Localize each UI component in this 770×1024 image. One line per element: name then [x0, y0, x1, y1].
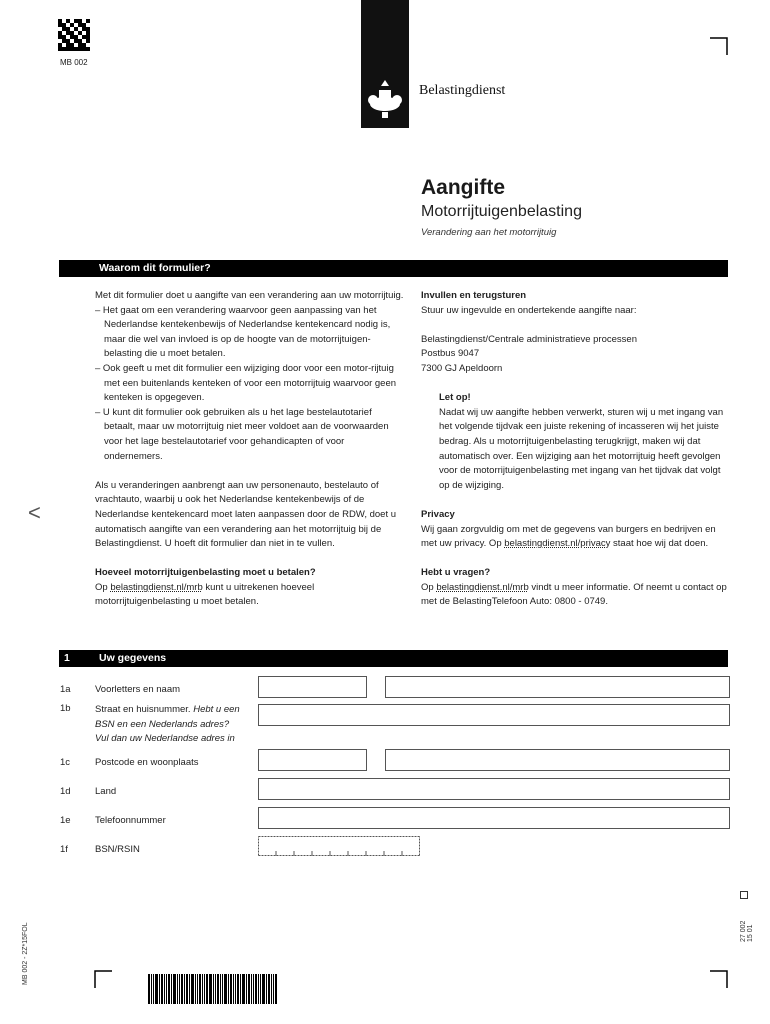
crop-mark-bottom-left: [94, 970, 112, 988]
row-label-postcode: Postcode en woonplaats: [95, 757, 199, 768]
row-label-street: Straat en huisnummer. Hebt u een BSN en een Nederlands adres? Vul dan uw Nederlandse adres in: [95, 704, 240, 744]
section-label: Uw gegevens: [99, 652, 167, 664]
right-code: 27 002 15 01: [740, 920, 754, 942]
row-number: 1b: [60, 703, 71, 714]
row-number: 1a: [60, 684, 71, 695]
name-input[interactable]: [385, 676, 730, 698]
note-block: [421, 391, 729, 493]
intro-left-column: [95, 289, 405, 610]
bullet-1: – Het gaat om een verandering waarvoor geen aanpassing van het Nederlandse kentekenbewijs of Nederlandse kentekencard nodig is, maar die wel van invloed is op de hoogte van de motorrijtuigen-belasting die u moet betalen.: [95, 304, 391, 360]
row-label-bsn: BSN/RSIN: [95, 844, 140, 855]
city-input[interactable]: [385, 749, 730, 771]
crest-icon: [361, 0, 409, 128]
send-text: Stuur uw ingevulde en ondertekende aangifte naar:: [421, 304, 637, 316]
country-input[interactable]: [258, 778, 730, 800]
section-number: 1: [64, 652, 70, 664]
logo-text: Belastingdienst: [419, 83, 506, 98]
page-subtitle: Motorrijtuigenbelasting: [421, 203, 582, 220]
address-line-3: 7300 GJ Apeldoorn: [421, 362, 503, 374]
tax-question-text: Op belastingdienst.nl/mrb kunt u uitrekenen hoeveel motorrijtuigenbelasting u moet betalen.: [95, 581, 315, 608]
crop-mark-top-right: [710, 37, 728, 55]
barcode: [148, 974, 313, 1004]
privacy-heading: Privacy: [421, 508, 455, 520]
phone-input[interactable]: [258, 807, 730, 829]
row-label-name: Voorletters en naam: [95, 684, 181, 695]
privacy-link[interactable]: belastingdienst.nl/privacy: [504, 538, 611, 550]
bullet-3: – U kunt dit formulier ook gebruiken als u het lage bestelautotarief betaalt, maar uw motorrijtuig niet meer voldoet aan de voorwaarden voor het lage bestelautotarief voor gehandicapten of voor ondernemers.: [95, 406, 389, 462]
row-label-country: Land: [95, 786, 117, 797]
form-code: MB 002: [60, 58, 88, 67]
chevron-left-icon: <: [28, 500, 41, 525]
datamatrix-code: [58, 19, 90, 51]
page-title: Aangifte: [421, 176, 505, 199]
row-number: 1d: [60, 786, 71, 797]
mrb-link[interactable]: belastingdienst.nl/mrb: [110, 581, 203, 593]
privacy-text: Wij gaan zorgvuldig om met de gegevens van burgers en bedrijven en met uw privacy. Op belastingdienst.nl/privacy staat hoe wij dat doen.: [421, 523, 716, 550]
logo-band: [361, 0, 409, 128]
marker-square-icon: [740, 891, 748, 899]
postcode-input[interactable]: [258, 749, 367, 771]
street-input[interactable]: [258, 704, 730, 726]
tax-question-heading: Hoeveel motorrijtuigenbelasting moet u betalen?: [95, 567, 316, 579]
section-band-intro: [59, 260, 728, 277]
section-label: Waarom dit formulier?: [99, 262, 211, 274]
send-heading: Invullen en terugsturen: [421, 290, 527, 301]
intro-right-column: [421, 289, 729, 610]
crop-mark-bottom-right: [710, 970, 728, 988]
rdw-paragraph: Als u veranderingen aanbrengt aan uw personenauto, bestelauto of vrachtauto, waarbij u ook het Nederlandse kentekenbewijs of de Nederlandse kentekencard moet laten aanpassen door de RDW, doet u automatisch aangifte van een verandering aan het motorrijtuig bij de Belastingdienst. U hoeft dit formulier dan niet in te vullen.: [95, 479, 397, 550]
row-hint: Hebt u een BSN en een Nederlands adres? Vul dan uw Nederlandse adres in: [95, 704, 240, 744]
row-number: 1e: [60, 815, 71, 826]
bsn-input[interactable]: [258, 836, 420, 856]
bullet-2: – Ook geeft u met dit formulier een wijziging door voor een motor-rijtuig met een buitenlands kenteken of voor een motorrijtuig waarvoor geen kenteken is opgegeven.: [95, 362, 397, 404]
comb-field-icon: [258, 836, 420, 856]
page-subsubtitle: Verandering aan het motorrijtuig: [421, 227, 557, 238]
intro-text: Met dit formulier doet u aangifte van een verandering aan uw motorrijtuig.: [95, 290, 404, 301]
row-number: 1f: [60, 844, 68, 855]
help-text: Op belastingdienst.nl/mrb vindt u meer informatie. Of neemt u contact op met de BelastingTelefoon Auto: 0800 - 0749.: [421, 581, 727, 608]
initials-input[interactable]: [258, 676, 367, 698]
row-number: 1c: [60, 757, 71, 768]
note-heading: Let op!: [439, 392, 471, 404]
row-label-phone: Telefoonnummer: [95, 815, 166, 826]
address-line-2: Postbus 9047: [421, 348, 480, 360]
side-code: MB 002 - 2Z*15FOL: [22, 922, 29, 985]
address-line-1: Belastingdienst/Centrale administratieve processen: [421, 333, 637, 345]
section-band-1: [59, 650, 728, 667]
note-text: Nadat wij uw aangifte hebben verwerkt, sturen wij u met ingang van het volgende tijdvak een juiste rekening of incasseren wij het juiste bedrag. Als u motorrijtuigenbelasting terugkrijgt, maken wij dat automatisch over. Een wijziging aan het motorrijtuig heeft gevolgen voor de motorrijtuigenbelasting met ingang van het tijdvak dat volgt op de wijziging.: [439, 406, 724, 491]
help-heading: Hebt u vragen?: [421, 567, 491, 579]
help-link[interactable]: belastingdienst.nl/mrb: [436, 581, 529, 593]
